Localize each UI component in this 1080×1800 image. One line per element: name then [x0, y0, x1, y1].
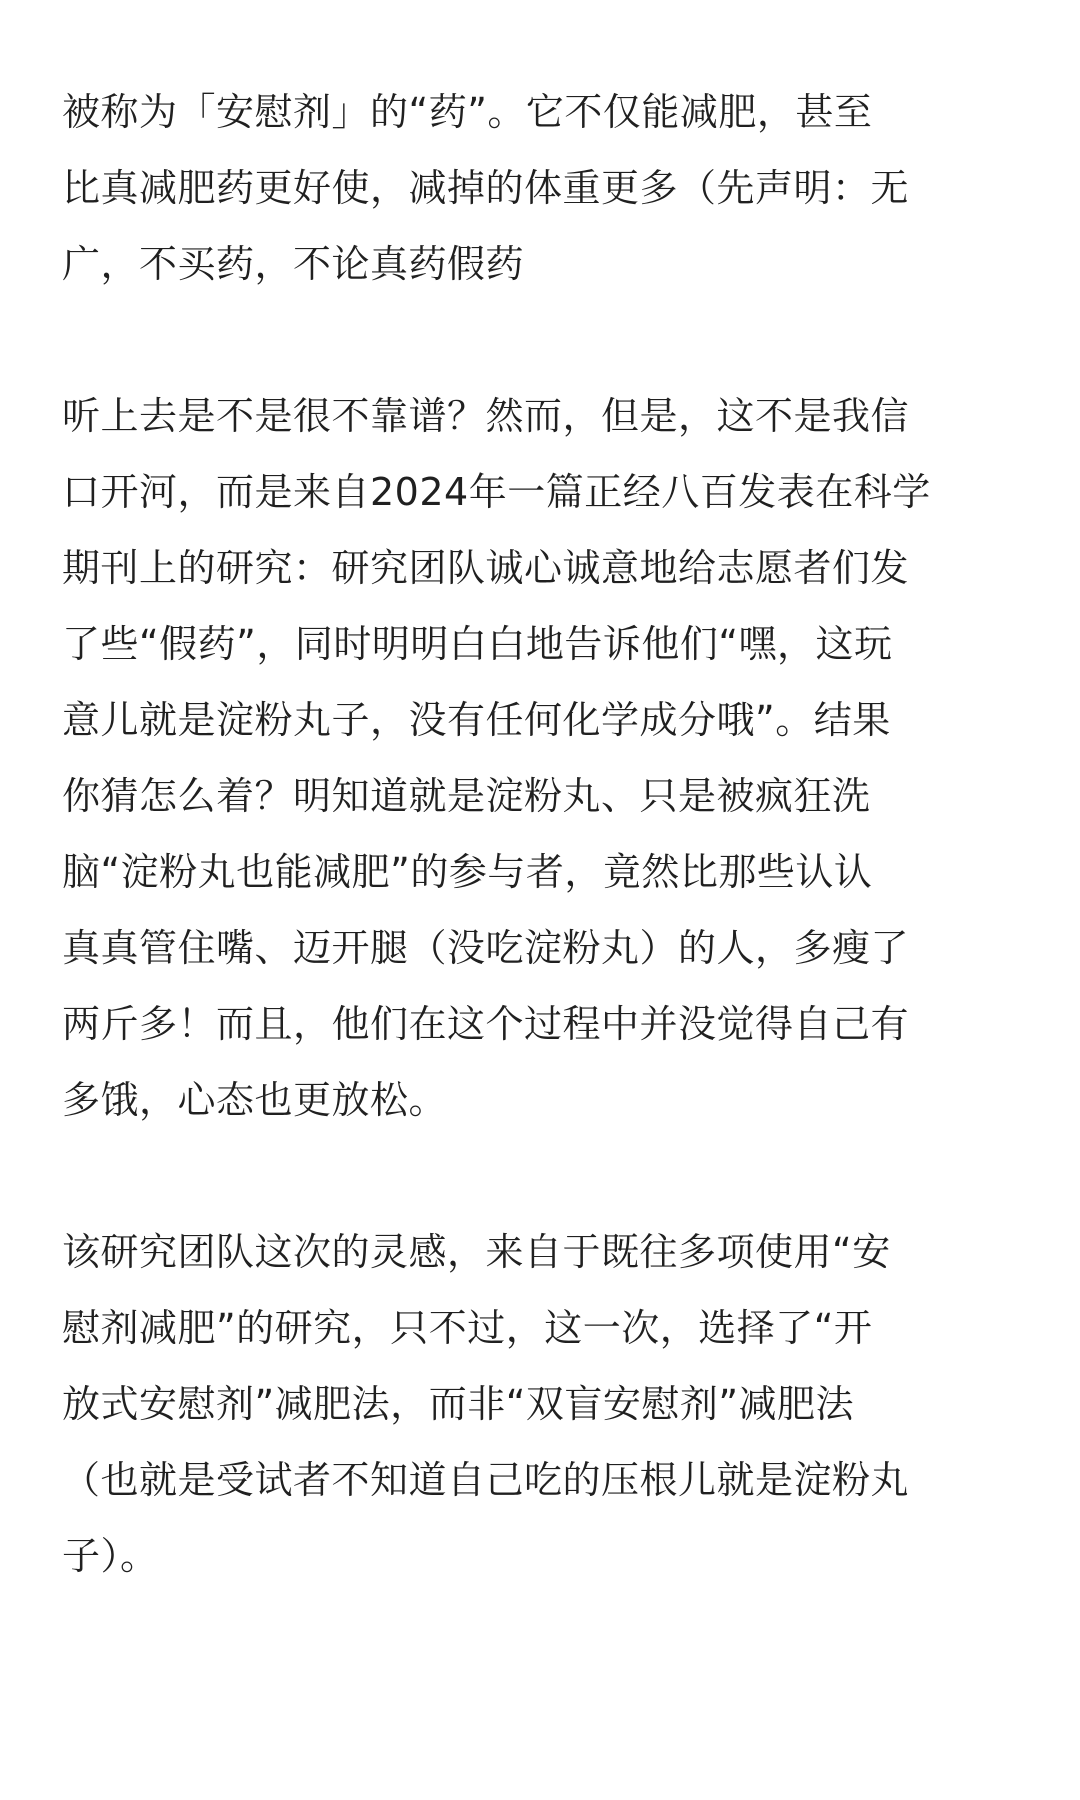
text-line: 子）。 — [62, 1534, 159, 1578]
text-line: 听上去是不是很不靠谱？然而，但是，这不是我信 — [62, 394, 910, 438]
paragraph-study — [62, 378, 1022, 1138]
text-line: 脑“淀粉丸也能减肥”的参与者，竟然比那些认认 — [62, 850, 873, 894]
text-line: 放式安慰剂”减肥法，而非“双盲安慰剂”减肥法 — [62, 1382, 855, 1426]
text-line: （也就是受试者不知道自己吃的压根儿就是淀粉丸 — [62, 1458, 910, 1502]
paragraph-inspiration — [62, 1214, 1022, 1594]
text-line: 比真减肥药更好使，减掉的体重更多（先声明：无 — [62, 166, 910, 210]
text-line: 多饿，心态也更放松。 — [62, 1078, 448, 1122]
text-line: 两斤多！而且，他们在这个过程中并没觉得自己有 — [62, 1002, 910, 1046]
paragraph-intro — [62, 74, 1022, 302]
article-body — [62, 74, 1022, 1670]
text-line: 意儿就是淀粉丸子，没有任何化学成分哦”。结果 — [62, 698, 891, 742]
text-line: 你猜怎么着？明知道就是淀粉丸、只是被疯狂洗 — [62, 774, 871, 818]
text-line: 该研究团队这次的灵感，来自于既往多项使用“安 — [62, 1230, 891, 1274]
text-line: 真真管住嘴、迈开腿（没吃淀粉丸）的人，多瘦了 — [62, 926, 910, 970]
text-line: 被称为「安慰剂」的“药”。它不仅能减肥，甚至 — [62, 90, 873, 134]
text-line: 期刊上的研究：研究团队诚心诚意地给志愿者们发 — [62, 546, 910, 590]
text-line: 广，不买药，不论真药假药 — [62, 242, 525, 286]
text-line: 口开河，而是来自2024年一篇正经八百发表在科学 — [62, 470, 931, 514]
text-line: 慰剂减肥”的研究，只不过，这一次，选择了“开 — [62, 1306, 873, 1350]
text-line: 了些“假药”，同时明明白白地告诉他们“嘿，这玩 — [62, 622, 893, 666]
